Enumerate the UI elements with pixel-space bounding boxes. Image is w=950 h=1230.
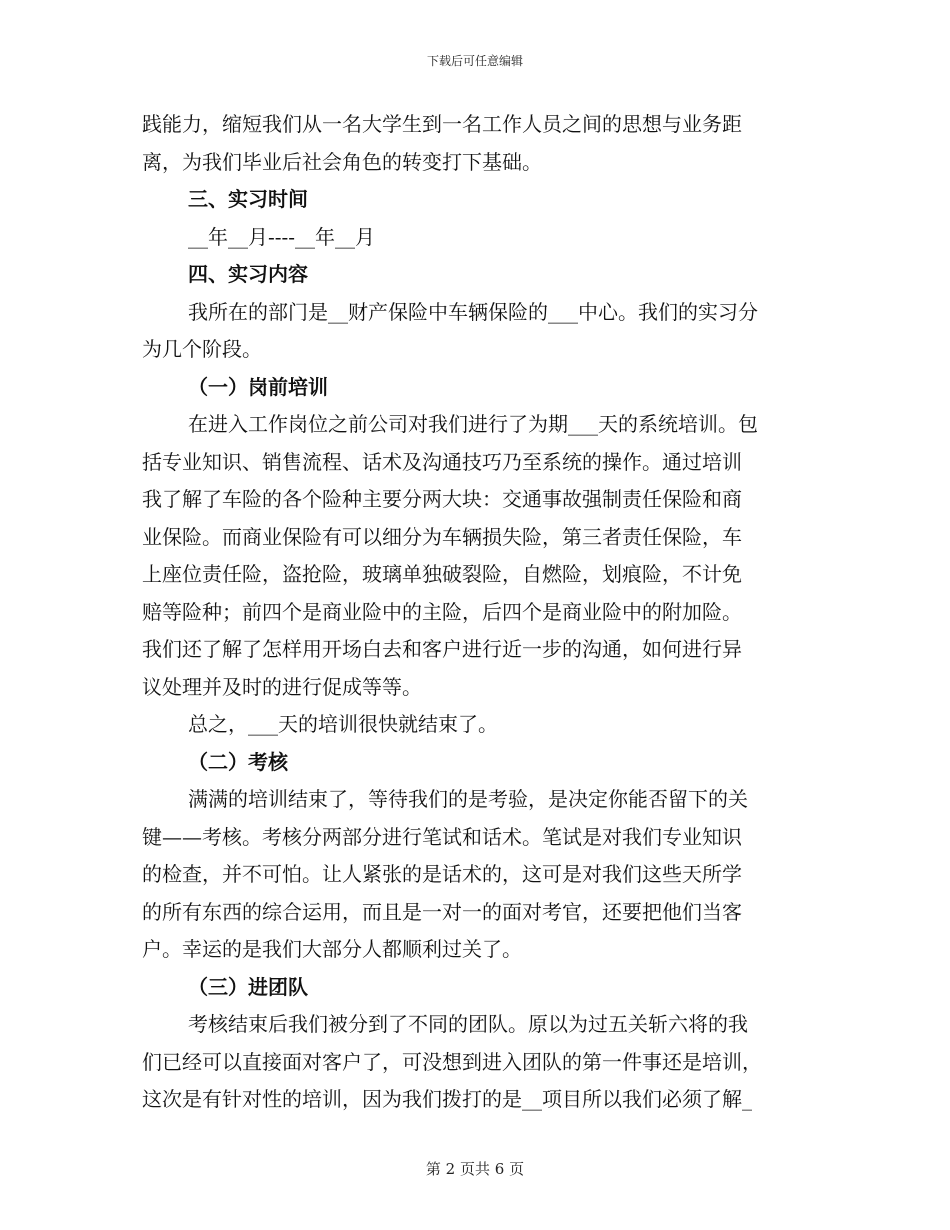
paragraph-line: 括专业知识、销售流程、话术及沟通技巧乃至系统的操作。通过培训 (142, 449, 742, 474)
paragraph-line: 的所有东西的综合运用，而且是一对一的面对考官，还要把他们当客 (142, 899, 742, 924)
paragraph-line: 的检查，并不可怕。让人紧张的是话术的，这可是对我们这些天所学 (142, 862, 742, 886)
page-footer: 第 2 页共 6 页 (425, 1160, 525, 1178)
section-heading: 四、实习内容 (188, 262, 308, 286)
paragraph-line: 赔等险种；前四个是商业险中的主险，后四个是商业险中的附加险。 (142, 599, 742, 624)
paragraph-line: 满满的培训结束了，等待我们的是考验，是决定你能否留下的关 (188, 787, 748, 811)
section-heading: （三）进团队 (188, 974, 308, 999)
paragraph-line: 们已经可以直接面对客户了，可没想到进入团队的第一件事还是培训， (142, 1049, 762, 1074)
paragraph-line: 我了解了车险的各个险种主要分两大块：交通事故强制责任保险和商 (142, 487, 742, 511)
paragraph-line: 离，为我们毕业后社会角色的转变打下基础。 (142, 149, 542, 174)
section-heading: （一）岗前培训 (188, 374, 328, 399)
paragraph-line: 议处理并及时的进行促成等等。 (142, 674, 422, 699)
paragraph-line: __年__月----__年__月 (188, 224, 376, 249)
paragraph-line: 上座位责任险，盗抢险，玻璃单独破裂险，自燃险，划痕险，不计免 (142, 562, 742, 586)
section-heading: （二）考核 (188, 749, 288, 774)
paragraph-line: 我所在的部门是__财产保险中车辆保险的___中心。我们的实习分 (188, 299, 758, 324)
section-heading: 三、实习时间 (188, 187, 308, 211)
paragraph-line: 考核结束后我们被分到了不同的团队。原以为过五关斩六将的我 (188, 1012, 748, 1036)
paragraph-line: 总之，___天的培训很快就结束了。 (188, 712, 498, 736)
paragraph-line: 我们还了解了怎样用开场白去和客户进行近一步的沟通，如何进行异 (142, 637, 742, 661)
paragraph-line: 践能力，缩短我们从一名大学生到一名工作人员之间的思想与业务距 (142, 112, 742, 136)
paragraph-line: 键——考核。考核分两部分进行笔试和话术。笔试是对我们专业知识 (142, 824, 742, 849)
document-body (142, 106, 807, 1119)
paragraph-line: 为几个阶段。 (142, 337, 262, 361)
paragraph-line: 这次是有针对性的培训，因为我们拨打的是__项目所以我们必须了解_ (142, 1087, 752, 1111)
page-header: 下载后可任意编辑 (426, 54, 523, 68)
paragraph-line: 业保险。而商业保险有可以细分为车辆损失险，第三者责任保险，车 (142, 524, 742, 549)
paragraph-line: 在进入工作岗位之前公司对我们进行了为期___天的系统培训。包 (188, 412, 758, 436)
paragraph-line: 户。幸运的是我们大部分人都顺利过关了。 (142, 937, 522, 961)
